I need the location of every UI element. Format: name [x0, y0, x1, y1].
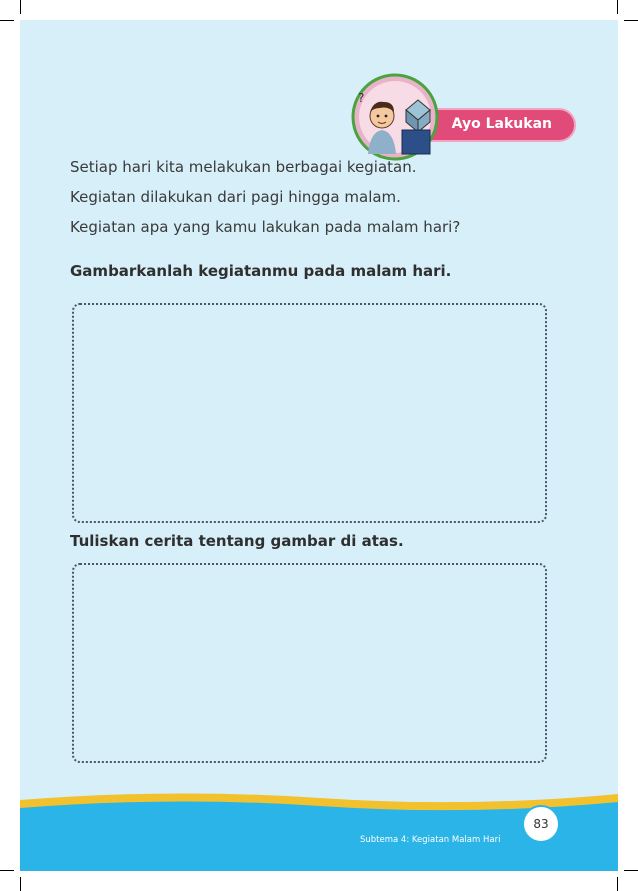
- drawing-area[interactable]: [72, 303, 547, 523]
- crop-mark-top-left-h: [0, 20, 14, 21]
- intro-line-3: Kegiatan apa yang kamu lakukan pada malam hari?: [70, 218, 461, 236]
- writing-area[interactable]: [72, 563, 547, 763]
- svg-text:?: ?: [358, 91, 365, 105]
- subtheme-label: Subtema 4: Kegiatan Malam Hari: [360, 835, 501, 845]
- page-number: 83: [522, 805, 560, 843]
- crop-mark-top-right-v: [617, 0, 618, 14]
- intro-line-1: Setiap hari kita melakukan berbagai kegiatan.: [70, 158, 417, 176]
- intro-line-2: Kegiatan dilakukan dari pagi hingga malam.: [70, 188, 401, 206]
- writing-instruction: Tuliskan cerita tentang gambar di atas.: [70, 532, 404, 550]
- badge-label: Ayo Lakukan: [451, 116, 552, 132]
- crop-mark-bottom-right-v: [617, 877, 618, 891]
- crop-mark-bottom-left-h: [0, 870, 14, 871]
- crop-mark-bottom-left-v: [20, 877, 21, 891]
- ayo-lakukan-badge: [350, 72, 576, 162]
- workbook-page: [20, 20, 618, 871]
- child-with-boxes-icon: [350, 72, 440, 162]
- drawing-instruction: Gambarkanlah kegiatanmu pada malam hari.: [70, 262, 452, 280]
- crop-mark-bottom-right-h: [624, 870, 638, 871]
- crop-mark-top-left-v: [20, 0, 21, 14]
- crop-mark-top-right-h: [624, 20, 638, 21]
